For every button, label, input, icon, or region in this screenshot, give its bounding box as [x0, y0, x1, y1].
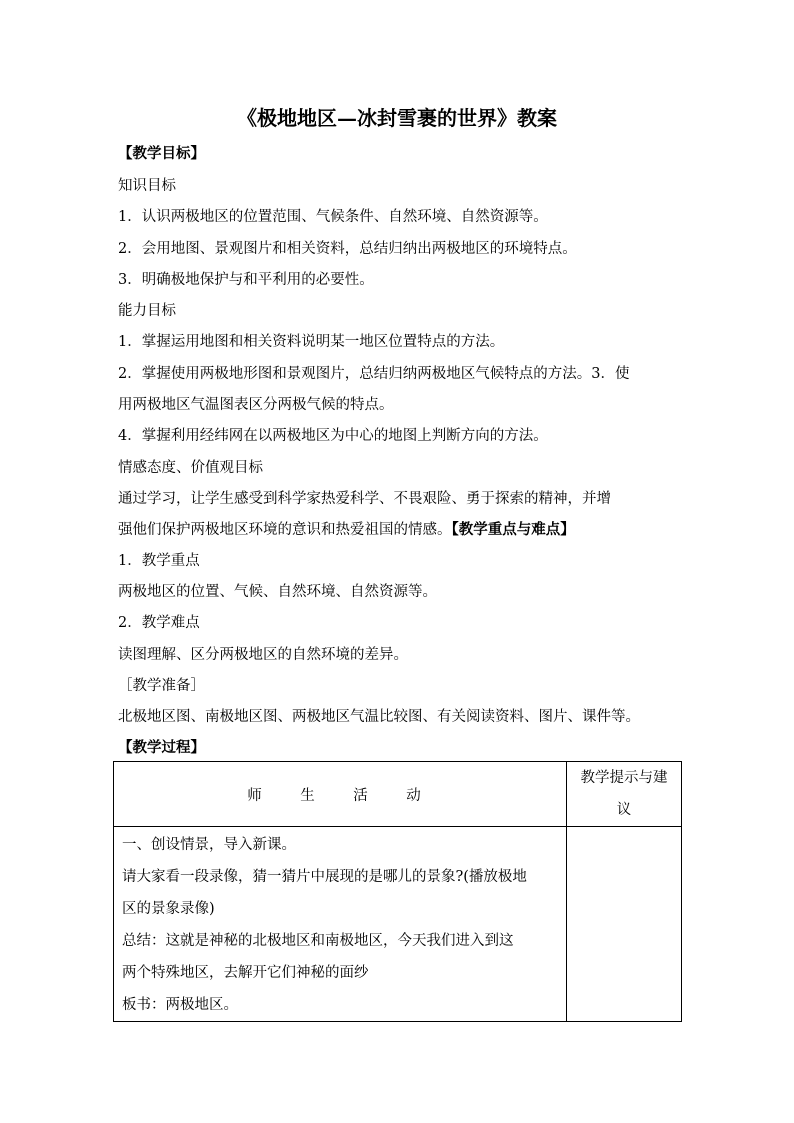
emotion-text-line-1: 通过学习，让学生感受到科学家热爱科学、不畏艰险、勇于探索的精神，并增 [118, 491, 611, 507]
document-title: 《极地地区—冰封雪裹的世界》教案 [237, 106, 557, 130]
keypoints-heading: 【教学重点与难点】 [451, 521, 575, 538]
header-activities: 师 生 活 动 [114, 762, 567, 827]
header-hints [567, 762, 682, 827]
knowledge-heading: 知识目标 [118, 178, 176, 194]
ability-item-4: 4．掌握利用经纬网在以两极地区为中心的地图上判断方向的方法。 [118, 428, 548, 444]
activity-line-3: 区的景象录像) [122, 901, 215, 917]
difficulty-label: 2．教学难点 [118, 615, 200, 631]
hints-cell [567, 827, 682, 1022]
activity-line-2: 请大家看一段录像，猜一猜片中展现的是哪儿的景象?(播放极地 [122, 869, 527, 885]
activity-line-6: 板书：两极地区。 [122, 997, 238, 1013]
key-point-text: 两极地区的位置、气候、自然环境、自然资源等。 [118, 584, 437, 600]
table-header-row [114, 762, 682, 827]
knowledge-item-1: 1．认识两极地区的位置范围、气候条件、自然环境、自然资源等。 [118, 209, 548, 225]
emotion-heading: 情感态度、价值观目标 [118, 460, 263, 476]
table-row [114, 827, 682, 1022]
header-hints-line-1: 教学提示与建 [580, 770, 668, 786]
difficulty-text: 读图理解、区分两极地区的自然环境的差异。 [118, 647, 408, 663]
ability-heading: 能力目标 [118, 303, 176, 319]
ability-item-2-cont: 用两极地区气温图表区分两极气候的特点。 [118, 397, 394, 413]
activity-line-5: 两个特殊地区，去解开它们神秘的面纱 [122, 965, 369, 981]
prep-text: 北极地区图、南极地区图、两极地区气温比较图、有关阅读资料、图片、课件等。 [118, 709, 640, 725]
process-table [113, 761, 682, 1022]
prep-heading: ［教学准备］ [118, 678, 205, 694]
key-point-label: 1．教学重点 [118, 553, 200, 569]
emotion-text-tail: 强他们保护两极地区环境的意识和热爱祖国的情感。 [118, 522, 452, 538]
activities-cell [114, 827, 567, 1022]
emotion-text-line-2 [118, 520, 682, 540]
goals-heading: 【教学目标】 [118, 145, 205, 162]
ability-item-2: 2．掌握使用两极地形图和景观图片，总结归纳两极地区气候特点的方法。3．使 [118, 366, 630, 382]
header-hints-line-2: 议 [616, 802, 632, 818]
knowledge-item-2: 2．会用地图、景观图片和相关资料，总结归纳出两极地区的环境特点。 [118, 241, 577, 257]
ability-item-1: 1．掌握运用地图和相关资料说明某一地区位置特点的方法。 [118, 334, 505, 350]
activity-line-1: 一、创设情景，导入新课。 [122, 837, 296, 853]
process-heading: 【教学过程】 [118, 739, 205, 756]
activity-line-4: 总结：这就是神秘的北极地区和南极地区，今天我们进入到这 [122, 933, 514, 949]
knowledge-item-3: 3．明确极地保护与和平利用的必要性。 [118, 272, 374, 288]
